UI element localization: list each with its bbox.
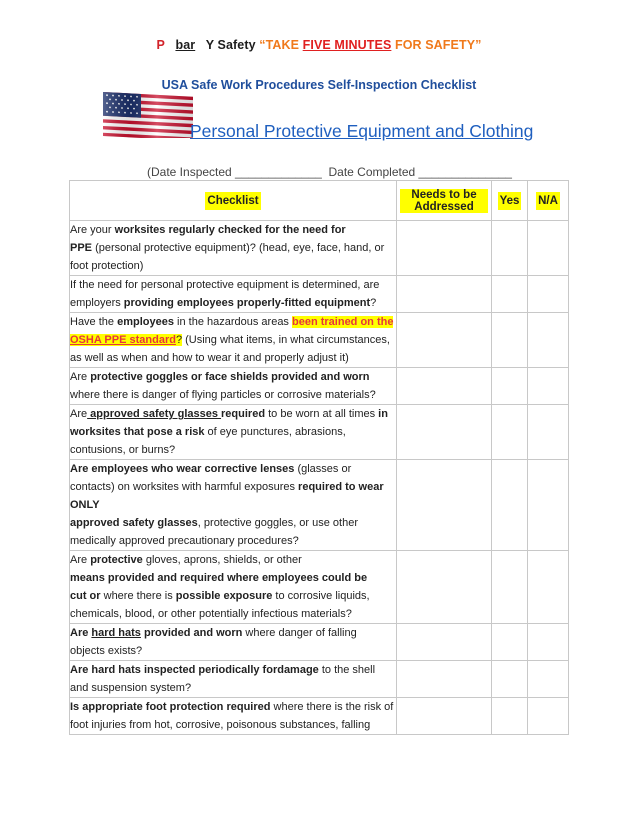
yes-cell[interactable]	[492, 551, 528, 624]
checklist-question: Are hard hats inspected periodically fordamage to the shell and suspension system?	[70, 661, 397, 698]
needs-addressed-cell[interactable]	[397, 276, 492, 313]
table-row	[70, 661, 569, 698]
table-row	[70, 276, 569, 313]
needs-addressed-cell[interactable]	[397, 221, 492, 276]
banner-bar: bar	[175, 38, 196, 52]
checklist-question: Are hard hats provided and worn where danger of falling objects exists?	[70, 624, 397, 661]
banner-y: Y	[205, 38, 214, 52]
checklist-subtitle: USA Safe Work Procedures Self-Inspection Checklist	[161, 78, 477, 92]
checklist-question: If the need for personal protective equipment is determined, are employers providing employees properly-fitted equipment?	[70, 276, 397, 313]
na-cell[interactable]	[528, 405, 569, 460]
na-cell[interactable]	[528, 661, 569, 698]
banner-p: P	[156, 38, 165, 52]
banner-five-minutes: FIVE MINUTES	[302, 38, 392, 52]
table-row	[70, 624, 569, 661]
banner-safety: Safety	[217, 38, 256, 52]
needs-addressed-cell[interactable]	[397, 405, 492, 460]
yes-cell[interactable]	[492, 221, 528, 276]
banner-for-safety: FOR SAFETY”	[391, 38, 482, 52]
table-row	[70, 551, 569, 624]
needs-addressed-cell[interactable]	[397, 551, 492, 624]
yes-cell[interactable]	[492, 405, 528, 460]
needs-addressed-cell[interactable]	[397, 698, 492, 735]
top-banner	[0, 38, 638, 52]
yes-cell[interactable]	[492, 460, 528, 551]
table-row	[70, 313, 569, 368]
table-row	[70, 698, 569, 735]
header-needs-addressed	[397, 181, 492, 221]
na-cell[interactable]	[528, 551, 569, 624]
checklist-question: Are approved safety glasses required to be worn at all times in worksites that pose a risk of eye punctures, abrasions, contusions, or burns?	[70, 405, 397, 460]
header-checklist: Checklist	[70, 181, 397, 221]
date-inspected-label: Date Inspected _____________	[151, 165, 322, 179]
yes-cell[interactable]	[492, 368, 528, 405]
date-fields	[147, 165, 512, 179]
checklist-question: Is appropriate foot protection required where there is the risk of foot injuries from hot, corrosive, poisonous substances, falling	[70, 698, 397, 735]
us-flag-image	[103, 92, 193, 138]
checklist-question: Are your worksites regularly checked for the need for PPE (personal protective equipment)? (head, eye, face, hand, or foot protection)	[70, 221, 397, 276]
needs-addressed-cell[interactable]	[397, 368, 492, 405]
checklist-question: Are protective gloves, aprons, shields, or other means provided and required where employees could be cut or where there is possible exposure to corrosive liquids, chemicals, blood, or other potentially infectious materials?	[70, 551, 397, 624]
table-row	[70, 405, 569, 460]
na-cell[interactable]	[528, 276, 569, 313]
header-yes: Yes	[492, 181, 528, 221]
header-na: N/A	[528, 181, 569, 221]
date-completed-label: Date Completed ______________	[328, 165, 512, 179]
banner-take: “TAKE	[259, 38, 303, 52]
na-cell[interactable]	[528, 221, 569, 276]
na-cell[interactable]	[528, 313, 569, 368]
table-row	[70, 221, 569, 276]
yes-cell[interactable]	[492, 313, 528, 368]
needs-addressed-cell[interactable]	[397, 313, 492, 368]
dates-paren: (	[147, 165, 151, 179]
table-row	[70, 460, 569, 551]
needs-addressed-cell[interactable]	[397, 460, 492, 551]
na-cell[interactable]	[528, 368, 569, 405]
needs-addressed-cell[interactable]	[397, 661, 492, 698]
checklist-table	[69, 180, 569, 735]
table-header-row	[70, 181, 569, 221]
na-cell[interactable]	[528, 698, 569, 735]
na-cell[interactable]	[528, 624, 569, 661]
yes-cell[interactable]	[492, 661, 528, 698]
na-cell[interactable]	[528, 460, 569, 551]
checklist-question: Are employees who wear corrective lenses (glasses or contacts) on worksites with harmful exposures required to wear ONLY approved safety glasses, protective goggles, or use other medically approved precautionary procedures?	[70, 460, 397, 551]
yes-cell[interactable]	[492, 698, 528, 735]
yes-cell[interactable]	[492, 624, 528, 661]
table-row	[70, 368, 569, 405]
page-title: Personal Protective Equipment and Clothing	[190, 121, 534, 141]
checklist-question: Have the employees in the hazardous areas been trained on the OSHA PPE standard? (Using what items, in what circumstances, as well as when and how to wear it and properly adjust it)	[70, 313, 397, 368]
needs-addressed-cell[interactable]	[397, 624, 492, 661]
header-needs-line2: Addressed	[414, 200, 474, 213]
yes-cell[interactable]	[492, 276, 528, 313]
header-needs-line1: Needs to be	[411, 188, 477, 201]
checklist-question: Are protective goggles or face shields provided and worn where there is danger of flying particles or corrosive materials?	[70, 368, 397, 405]
